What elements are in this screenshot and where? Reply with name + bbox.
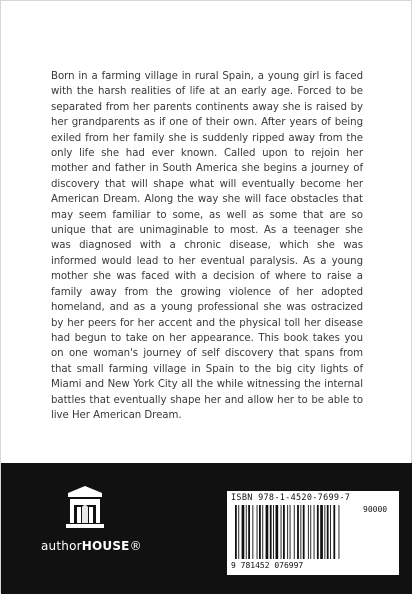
authorhouse-emblem-icon (61, 483, 109, 531)
publisher-name (41, 539, 142, 553)
isbn-barcode (227, 491, 399, 575)
isbn-label: ISBN 978-1-4520-7699-7 (231, 493, 351, 503)
publisher-logo (41, 483, 142, 567)
price-code: 90000 (363, 505, 388, 514)
publisher-name-prefix: author (41, 539, 82, 553)
barcode-bars (235, 505, 357, 561)
publisher-name-suffix: HOUSE (81, 539, 130, 553)
back-cover-blurb: Born in a farming village in rural Spain, a young girl is faced with the harsh realities of life at an early age. Forced to be separated from her parents continents away she is raised by her grandparents as if one of their own. After years of being exiled from her family she is suddenly ripped away from the only life she had ever known. Called upon to rejoin her mother and father in South America she begins a journey of discovery that will shape what will eventually become her American Dream. Along the way she will face obstacles that may seem familiar to some, as well as some that are so unique that are unimaginable to most. As a teenager she was diagnosed with a chronic disease, which she was informed would lead to her eventual paralysis. As a young mother she was faced with a decision of where to raise a family away from the growing violence of her adopted homeland, and as a young professional she was ostracized by her peers for her accent and the physical toll her disease had begun to take on her appearance. This book takes you on one woman's journey of self discovery that spans from that small farming village in Spain to the big city lights of Miami and New York City all the while witnessing the internal battles that eventually shape her and allow her to be able to live Her American Dream. (51, 71, 363, 421)
barcode-number: 9 781452 076997 (231, 561, 304, 570)
registered-mark: ® (129, 539, 142, 553)
